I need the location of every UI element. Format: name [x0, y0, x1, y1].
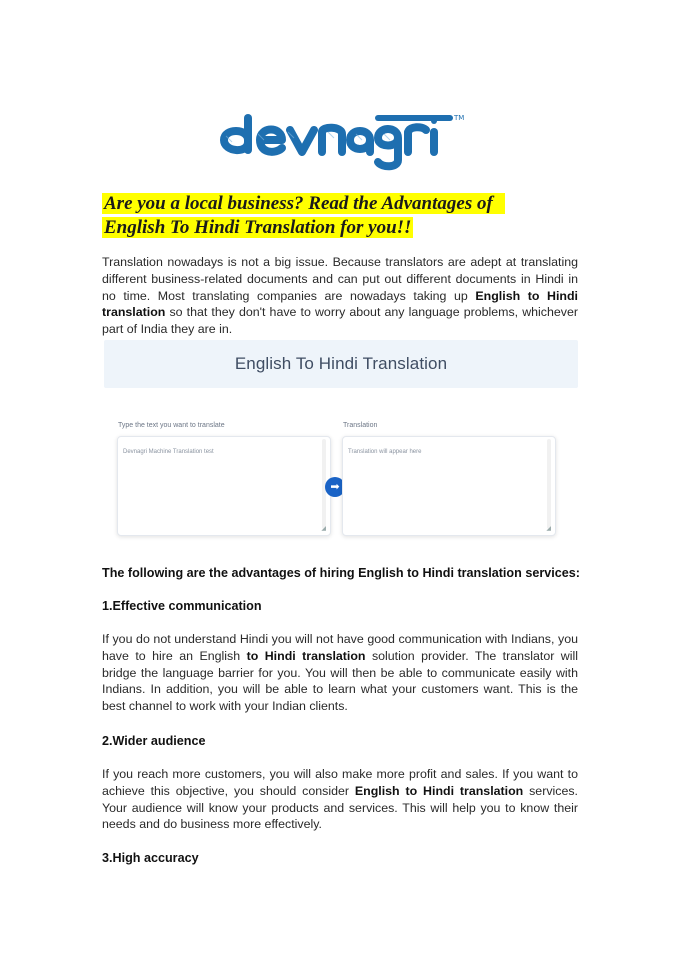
section-2-paragraph	[102, 766, 578, 833]
section-1-heading: 1.Effective communication	[102, 599, 262, 613]
section-2-bold: English to Hindi translation	[354, 783, 524, 798]
devnagri-logo-graphic	[218, 110, 460, 172]
source-label: Type the text you want to translate	[118, 422, 225, 429]
target-scrollbar	[547, 439, 551, 529]
target-textbox	[342, 436, 556, 536]
advantages-intro: The following are the advantages of hiring English to Hindi translation services:	[102, 566, 580, 580]
trademark-mark: TM	[454, 114, 465, 122]
intro-paragraph	[102, 254, 578, 338]
section-1-paragraph	[102, 631, 578, 715]
translate-arrow-button: ➡	[325, 477, 345, 497]
resize-grip-icon: ◢	[321, 526, 326, 532]
section-2-heading: 2.Wider audience	[102, 734, 206, 748]
intro-text-2: so that they don't have to worry about any language problems, whichever part of India they are in.	[102, 305, 578, 337]
section-3-heading: 3.High accuracy	[102, 851, 199, 865]
target-placeholder: Translation will appear here	[348, 449, 422, 455]
devnagri-logo	[218, 110, 465, 176]
intro-text-1: Translation nowadays is not a big issue. Because translators are adept at translating different business-related documents and can put out different documents in Hindi in no time. Most translating companies are nowadays taking up	[102, 255, 578, 303]
target-label: Translation	[343, 422, 378, 429]
section-2-text-2: services. Your audience will know your products and services. This will help you to know their needs and do business more effectively.	[102, 783, 578, 832]
intro-bold: English to Hindi translation	[102, 288, 578, 320]
source-textbox	[117, 436, 331, 536]
source-placeholder: Devnagri Machine Translation test	[123, 449, 214, 455]
section-2-text-1: If you reach more customers, you will also make more profit and sales. If you want to achieve this objective, you should consider	[102, 767, 578, 798]
headline-line-1: Are you a local business? Read the Advantages of	[102, 193, 505, 214]
section-1-text-1: If you do not understand Hindi you will not have good communication with Indians, you have to hire an English	[102, 632, 578, 663]
resize-grip-icon: ◢	[546, 526, 551, 532]
section-1-text-2: solution provider. The translator will bridge the language barrier for you. You will then be able to communicate easily with Indians. In addition, you will be able to learn what your customers want. This is the best channel to work with your Indian clients.	[102, 648, 578, 714]
widget-title-banner: English To Hindi Translation	[104, 340, 578, 388]
section-1-bold: to Hindi translation	[246, 648, 366, 663]
headline-line-2: English To Hindi Translation for you!!	[104, 217, 412, 238]
page-headline	[102, 192, 582, 240]
